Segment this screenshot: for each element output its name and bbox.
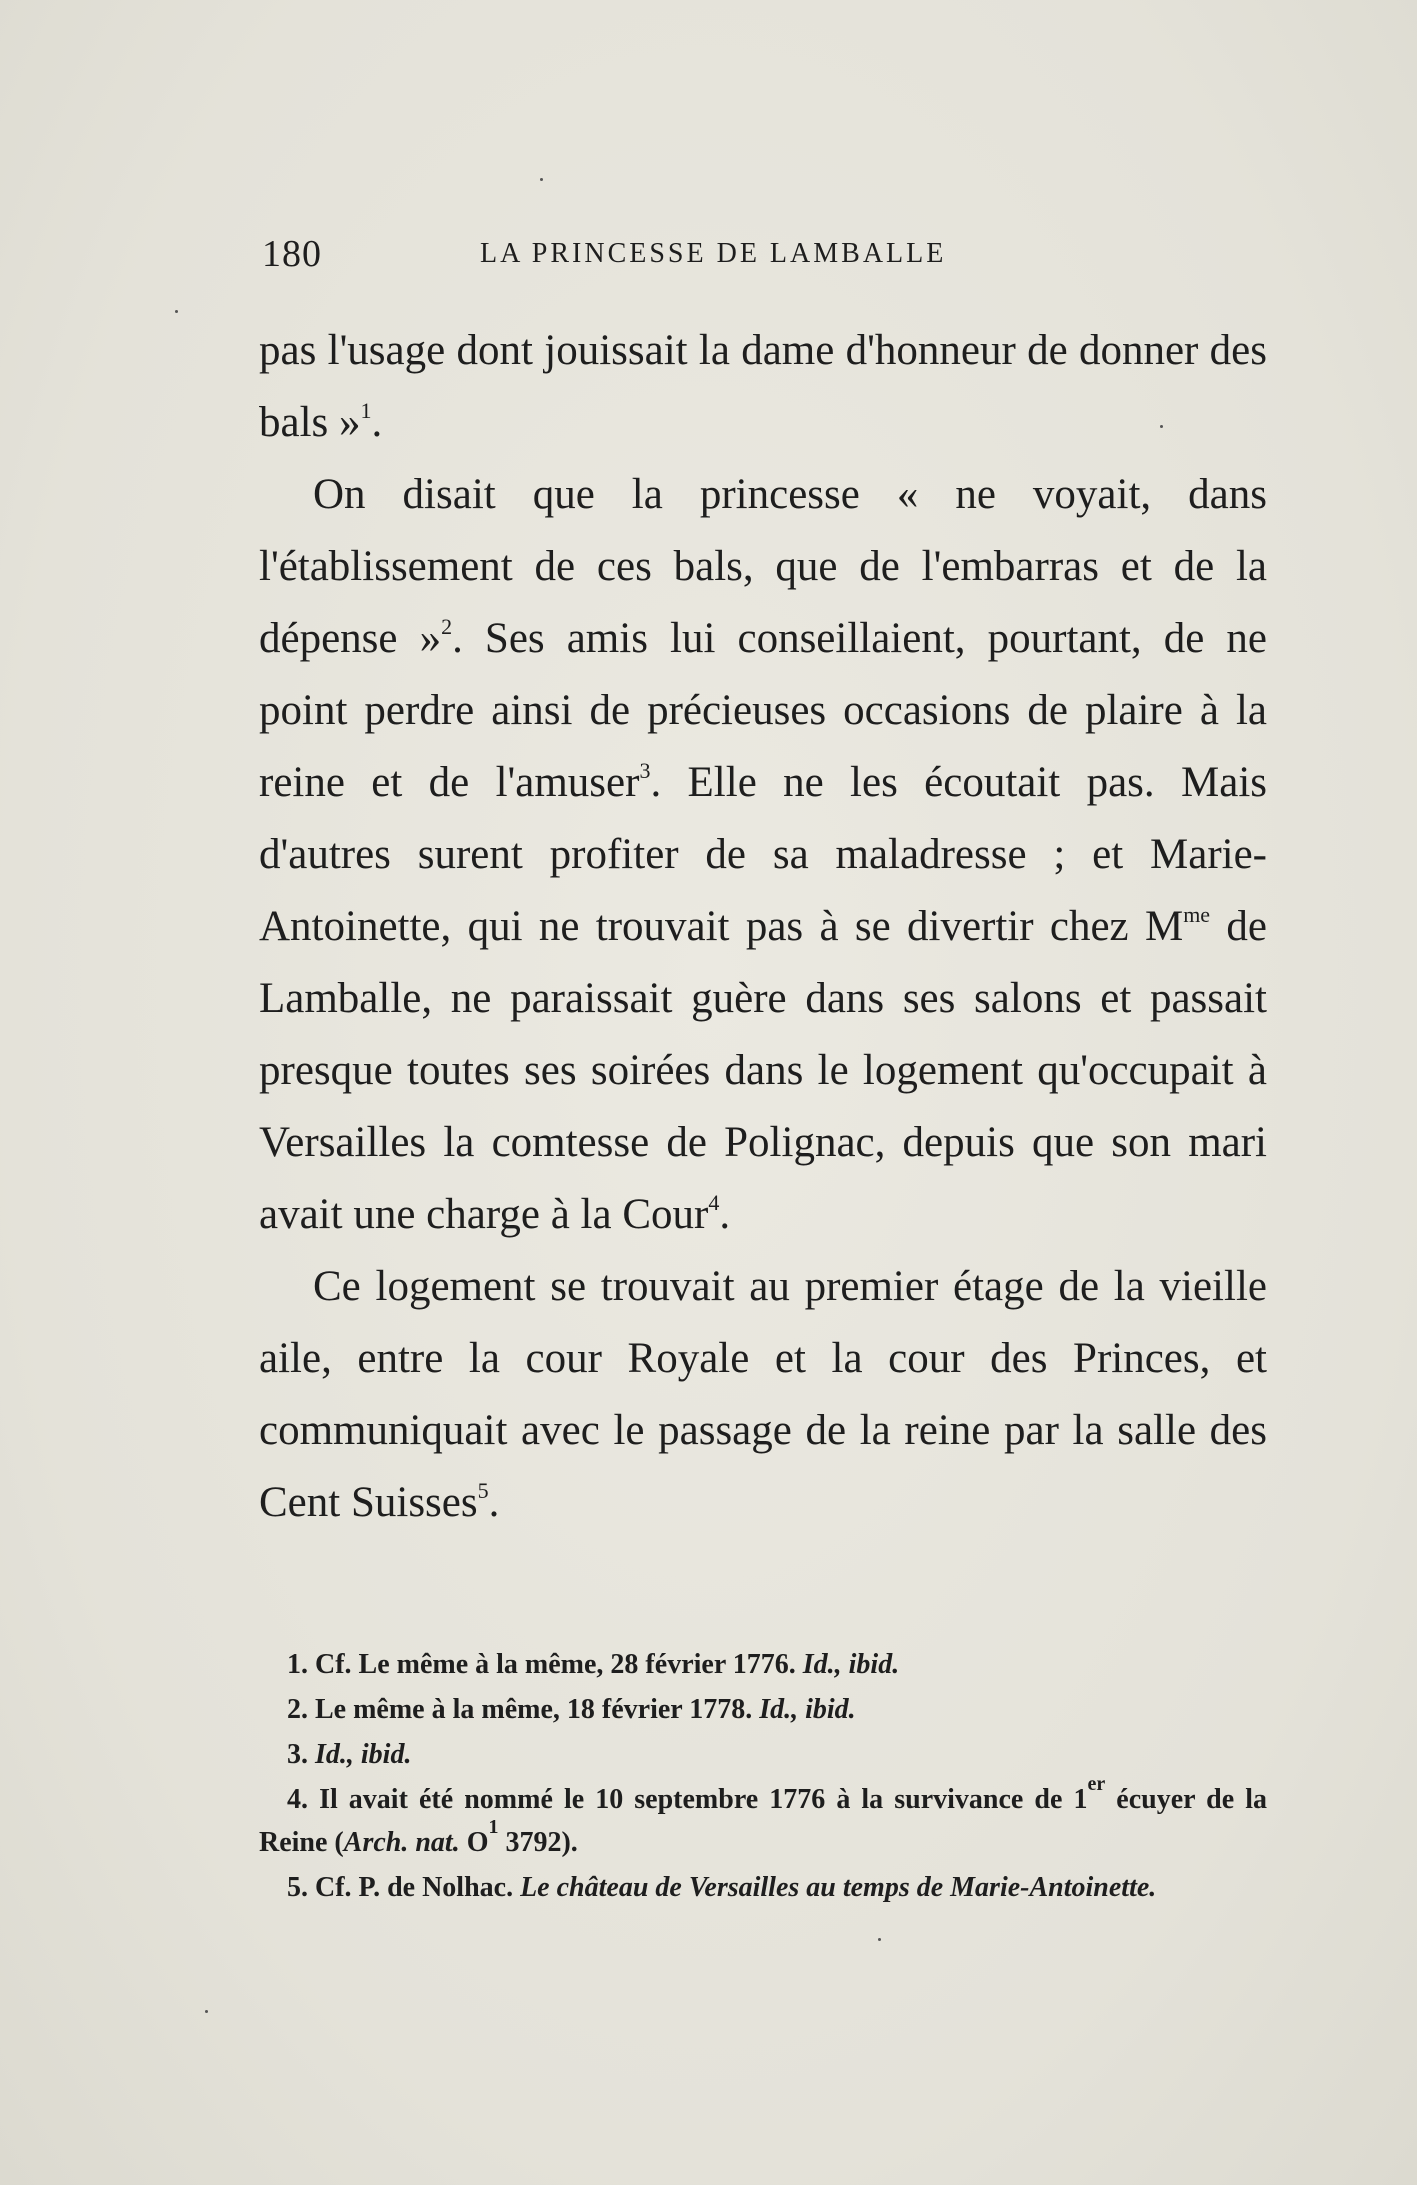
- footnote-ref-4: 4: [708, 1190, 720, 1215]
- text-run: . Ses amis lui conseillaient, pourtant, de ne point perdre ainsi de précieuses occasions de plaire à la reine et de l'amuser: [259, 615, 1267, 806]
- text-run: .: [371, 399, 383, 446]
- paragraph-1: [259, 315, 1267, 459]
- paragraph-2: [259, 459, 1267, 1251]
- madame-abbrev-sup: me: [1183, 902, 1211, 927]
- footnote-italic: Id., ibid.: [802, 1649, 900, 1680]
- footnotes: [259, 1643, 1267, 1911]
- text-run: .: [488, 1479, 500, 1526]
- footnote-italic: Arch. nat.: [343, 1827, 460, 1858]
- text-run: .: [719, 1191, 731, 1238]
- running-title: LA PRINCESSE DE LAMBALLE: [480, 238, 947, 269]
- text-run: pas l'usage dont jouissait la dame d'honneur de donner des bals »: [259, 327, 1267, 446]
- footnote-3: [259, 1733, 1267, 1776]
- footnote-text: 2. Le même à la même, 18 février 1778.: [287, 1694, 760, 1725]
- page-number: 180: [262, 233, 322, 275]
- footnote-italic: Le château de Versailles au temps de Marie-Antoinette.: [520, 1872, 1157, 1903]
- footnote-ref-1: 1: [360, 398, 372, 423]
- text-run: . Elle ne les écoutait pas. Mais d'autres surent profiter de sa maladresse ; et Marie-Antoinette, qui ne trouvait pas à se divertir chez M: [259, 759, 1268, 950]
- footnote-italic: Id., ibid.: [759, 1694, 856, 1725]
- dust-speck: [205, 2010, 208, 2013]
- footnote-sup: 1: [488, 1816, 499, 1838]
- footnote-ref-5: 5: [477, 1478, 489, 1503]
- footnote-4: [259, 1773, 1267, 1864]
- footnote-text: 4. Il avait été nommé le 10 septembre 1776 à la survivance de 1: [287, 1784, 1088, 1815]
- footnote-text: 3.: [287, 1739, 315, 1770]
- footnote-text: O: [459, 1827, 489, 1858]
- footnote-5: [259, 1866, 1267, 1909]
- body-text: [259, 315, 1267, 1539]
- footnote-text: 5. Cf. P. de Nolhac.: [287, 1872, 521, 1903]
- paragraph-3: [259, 1251, 1267, 1539]
- dust-speck: [175, 310, 178, 313]
- footnote-ref-3: 3: [639, 758, 651, 783]
- footnote-ref-2: 2: [441, 614, 453, 639]
- footnote-sup: er: [1087, 1773, 1106, 1795]
- dust-speck: [878, 1938, 881, 1941]
- dust-speck: [540, 178, 543, 181]
- footnote-1: [259, 1643, 1267, 1686]
- footnote-text: écuyer de la Reine (: [259, 1784, 1267, 1858]
- text-run: de Lamballe, ne paraissait guère dans ses salons et passait presque toutes ses soirées dans le logement qu'occupait à Versailles la comtesse de Polignac, depuis que son mari avait une charge à la Cour: [259, 903, 1267, 1238]
- footnote-text: 3792).: [498, 1827, 578, 1858]
- footnote-text: 1. Cf. Le même à la même, 28 février 1776.: [287, 1649, 803, 1680]
- text-run: On disait que la princesse « ne voyait, dans l'établissement de ces bals, que de l'embarras et de la dépense »: [259, 471, 1267, 662]
- text-run: Ce logement se trouvait au premier étage de la vieille aile, entre la cour Royale et la cour des Princes, et communiquait avec le passage de la reine par la salle des Cent Suisses: [259, 1263, 1267, 1526]
- page-header: [262, 232, 1262, 282]
- footnote-2: [259, 1688, 1267, 1731]
- footnote-italic: Id., ibid.: [315, 1739, 412, 1770]
